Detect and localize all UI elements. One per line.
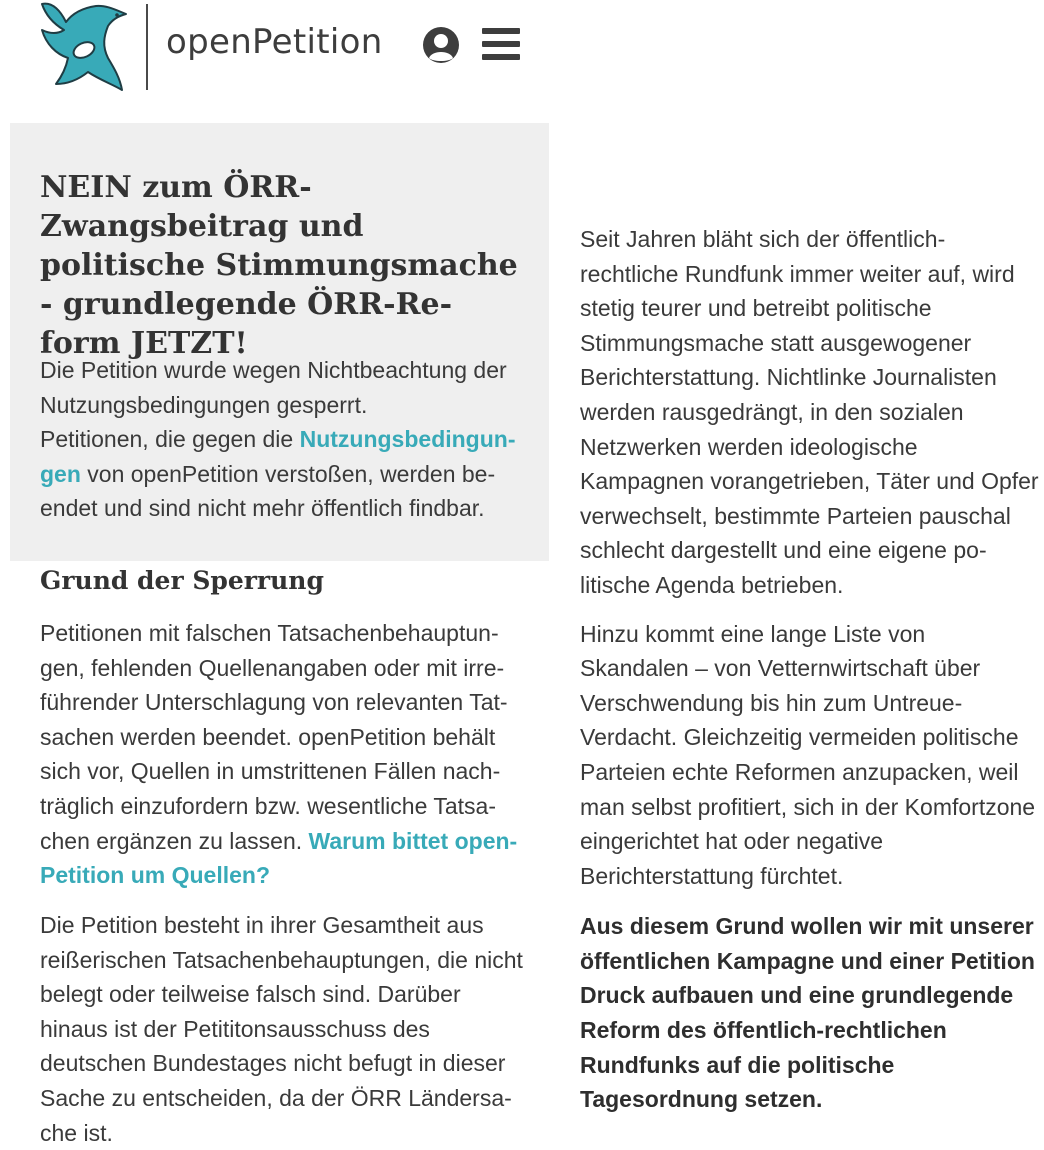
- notice-line-1: Die Petition wurde wegen Nichtbeachtung der Nutzungsbedingungen gesperrt.: [40, 357, 507, 418]
- reason-text: Petitionen mit falschen Tatsachenbehauptungen, fehlenden Quellenangaben oder mit irreführender Unterschlagung von relevanten Tatsachen werden beendet. openPetition behält sich vor, Quellen in umstrittenen Fällen nachträglich einzufordern bzw. wesentliche Tatsachen ergänzen zu lassen.: [40, 620, 508, 854]
- notice-line-2-before: Petitionen, die gegen die: [40, 426, 300, 453]
- petition-description: [580, 222, 1040, 1131]
- user-account-icon[interactable]: [422, 26, 460, 64]
- dove-logo-icon[interactable]: [38, 0, 130, 94]
- block-reason-paragraph-1: [40, 616, 530, 893]
- notice-line-2-after: von openPetition verstoßen, werden beendet und sind nicht mehr öffentlich findbar.: [40, 460, 496, 522]
- description-paragraph-1: Seit Jahren bläht sich der öffentlich-rechtliche Rundfunk immer weiter auf, wird stetig teurer und betreibt politische Stimmungsmache statt ausgewogener Berichterstattung. Nichtlinke Journalisten werden rausgedrängt, in den sozialen Netzwerken werden ideologische Kampagnen vorangetrieben, Täter und Opfer verwechselt, bestimmte Parteien pauschal schlecht dargestellt und eine eigene politische Agenda betrieben.: [580, 226, 1039, 598]
- hamburger-menu-icon[interactable]: [482, 28, 520, 60]
- terms-of-use-link[interactable]: Nutzungsbedingungen: [40, 426, 516, 487]
- blocked-notice-text: [40, 353, 530, 526]
- description-paragraph-2: Hinzu kommt eine lange Liste von Skandalen – von Vetternwirtschaft über Verschwendung bis hin zum Untreue-Verdacht. Gleichzeitig vermeiden politische Parteien echte Reformen anzupacken, weil man selbst profitiert, sich in der Komfortzone eingerichtet hat oder negative Berichterstattung fürchtet.: [580, 620, 1036, 889]
- why-sources-link[interactable]: Warum bittet openPetition um Quellen?: [40, 827, 518, 889]
- menu-bar: [482, 28, 520, 34]
- brand-name[interactable]: openPetition: [166, 22, 383, 62]
- site-header: [0, 0, 549, 120]
- block-reason-heading: Grund der Sperrung: [40, 566, 324, 595]
- menu-bar: [482, 41, 520, 47]
- menu-bar: [482, 54, 520, 60]
- logo-divider: [146, 4, 148, 90]
- block-reason-paragraph-2: Die Petition besteht in ihrer Gesamtheit aus reißerischen Tatsachenbehauptungen, die nicht belegt oder teilweise falsch sind. Darüber hinaus ist der Petititonsausschuss des deutschen Bundestages nicht befugt in dieser Sache zu entscheiden, da der ÖRR Ländersache ist.: [40, 912, 523, 1146]
- petition-title: NEIN zum ÖRR-Zwangsbeitrag und politische Stimmungsmache - grundlegende ÖRR-Reform JETZT!: [40, 170, 518, 361]
- description-paragraph-3: Aus diesem Grund wollen wir mit unserer öffentlichen Kampagne und einer Petition Druck aufbauen und eine grundlegende Reform des öffentlich-rechtlichen Rundfunks auf die politische Tagesordnung setzen.: [580, 913, 1035, 1113]
